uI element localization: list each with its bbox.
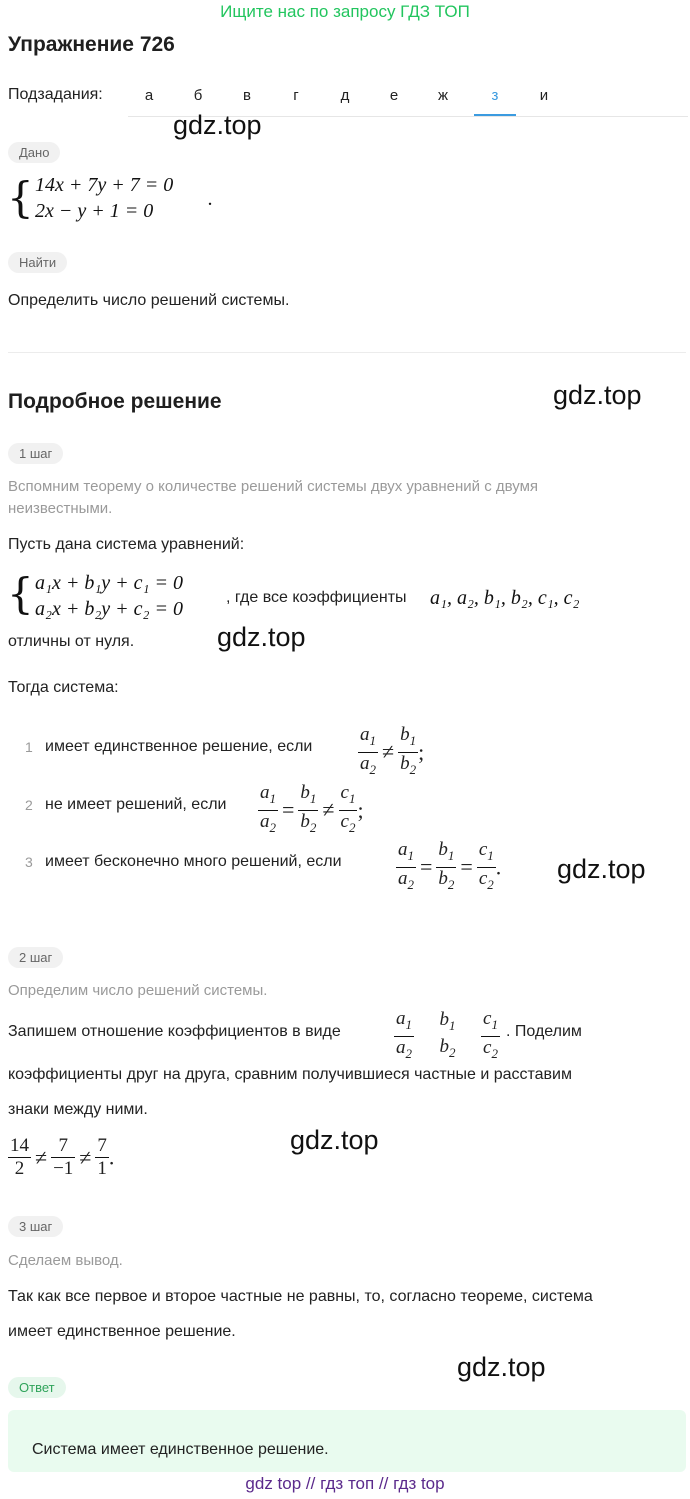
step-3-text-2: имеет единственное решение.	[8, 1323, 236, 1340]
watermark: gdz.top	[217, 622, 306, 652]
fraction-numerator: 14	[10, 1135, 29, 1156]
step-3-text-1: Так как все первое и второе частные не равны, то, согласно теореме, система	[8, 1288, 593, 1305]
fraction-denominator: 2	[14, 1158, 25, 1179]
general-equation-1: a₁x + b₁y + c₁ = 0	[35, 572, 183, 594]
step-2-text-4: знаки между ними.	[8, 1101, 148, 1118]
fraction-denominator: 1	[97, 1158, 107, 1179]
given-period: .	[208, 188, 213, 210]
step-1-hint: Вспомним теорему о количестве решений системы двух уравнений с двумя неизвестными.	[8, 478, 539, 517]
given-badge: Дано	[8, 142, 60, 163]
general-equation-2: a₂x + b₂y + c₂ = 0	[35, 598, 183, 620]
solution-title: Подробное решение	[8, 390, 222, 413]
coef-text: , где все коэффициенты	[226, 589, 407, 606]
subtask-tab[interactable]: и	[539, 87, 549, 104]
watermark: gdz.top	[290, 1125, 379, 1155]
subtask-tab[interactable]: а	[144, 87, 154, 104]
case-number: 1	[25, 739, 33, 755]
subtask-tab-active[interactable]: з	[474, 76, 516, 116]
step-2-text-1: Запишем отношение коэффициентов в виде	[8, 1023, 341, 1040]
case-text: не имеет решений, если	[45, 796, 227, 813]
then-text: Тогда система:	[8, 679, 119, 696]
subtask-tab[interactable]: б	[193, 87, 203, 104]
nonzero-text: отличны от нуля.	[8, 633, 135, 650]
ratio-template: $\frac{a_1}{a_2}$ $b_1$ $b_2$ $\frac{c_1}{c_2}$	[396, 1008, 498, 1061]
case-1-formula: $\frac{a_1}{a_2}$ ≠ $\frac{b_1}{b_2}$ ;	[360, 724, 425, 777]
given-equation-2: 2x − y + 1 = 0	[35, 200, 154, 222]
answer-badge: Ответ	[8, 1377, 66, 1398]
case-text: имеет бесконечно много решений, если	[45, 853, 342, 870]
coef-list: a₁, a₂, b₁, b₂, c₁, c₂	[430, 587, 580, 609]
step-2-text-2: . Поделим	[506, 1023, 582, 1040]
step-2-badge: 2 шаг	[8, 947, 63, 968]
subtask-tab[interactable]: в	[243, 87, 251, 104]
step-2-hint: Определим число решений системы.	[8, 982, 268, 999]
system-brace: {	[7, 569, 34, 618]
divider	[8, 352, 686, 353]
ratio-comparison: $\frac{14}{2}$ ≠ $\frac{7}{-1}$ ≠ $\frac{7}{1}$ .	[10, 1135, 115, 1179]
subtask-tab[interactable]: е	[389, 87, 399, 104]
page-title: Упражнение 726	[8, 33, 175, 56]
watermark: gdz.top	[553, 380, 642, 410]
step-2-text-3: коэффициенты друг на друга, сравним получившиеся частные и расставим	[8, 1066, 572, 1083]
find-text: Определить число решений системы.	[8, 292, 290, 309]
case-text: имеет единственное решение, если	[45, 738, 313, 755]
find-badge: Найти	[8, 252, 67, 273]
fraction-numerator: 7	[51, 1135, 75, 1158]
watermark: gdz.top	[457, 1352, 546, 1382]
subtask-tab[interactable]: ж	[437, 87, 449, 104]
step-1-intro: Пусть дана система уравнений:	[8, 536, 245, 553]
system-brace: {	[7, 173, 34, 222]
case-2-formula: $\frac{a_1}{a_2}$ = $\frac{b_1}{b_2}$ ≠ $\frac{c_1}{c_2}$ ;	[260, 782, 364, 835]
step-3-hint: Сделаем вывод.	[8, 1252, 123, 1269]
step-1-badge: 1 шаг	[8, 443, 63, 464]
case-number: 3	[25, 854, 33, 870]
subtasks-label: Подзадания:	[8, 86, 103, 103]
fraction-denominator: −1	[53, 1158, 74, 1179]
footer-links[interactable]: gdz top // гдз топ // гдз top	[245, 1474, 445, 1493]
promo-banner[interactable]: Ищите нас по запросу ГДЗ ТОП	[220, 2, 470, 21]
case-number: 2	[25, 797, 33, 813]
step-3-badge: 3 шаг	[8, 1216, 63, 1237]
case-3-formula: $\frac{a_1}{a_2}$ = $\frac{b_1}{b_2}$ = $\frac{c_1}{c_2}$ .	[398, 839, 502, 892]
watermark: gdz.top	[557, 854, 646, 884]
subtask-tab[interactable]: д	[340, 87, 350, 104]
fraction-numerator: 7	[97, 1135, 107, 1156]
subtask-tab[interactable]: г	[293, 87, 299, 104]
watermark: gdz.top	[173, 110, 262, 140]
given-equation-1: 14x + 7y + 7 = 0	[35, 174, 174, 196]
answer-text: Система имеет единственное решение.	[32, 1441, 329, 1458]
